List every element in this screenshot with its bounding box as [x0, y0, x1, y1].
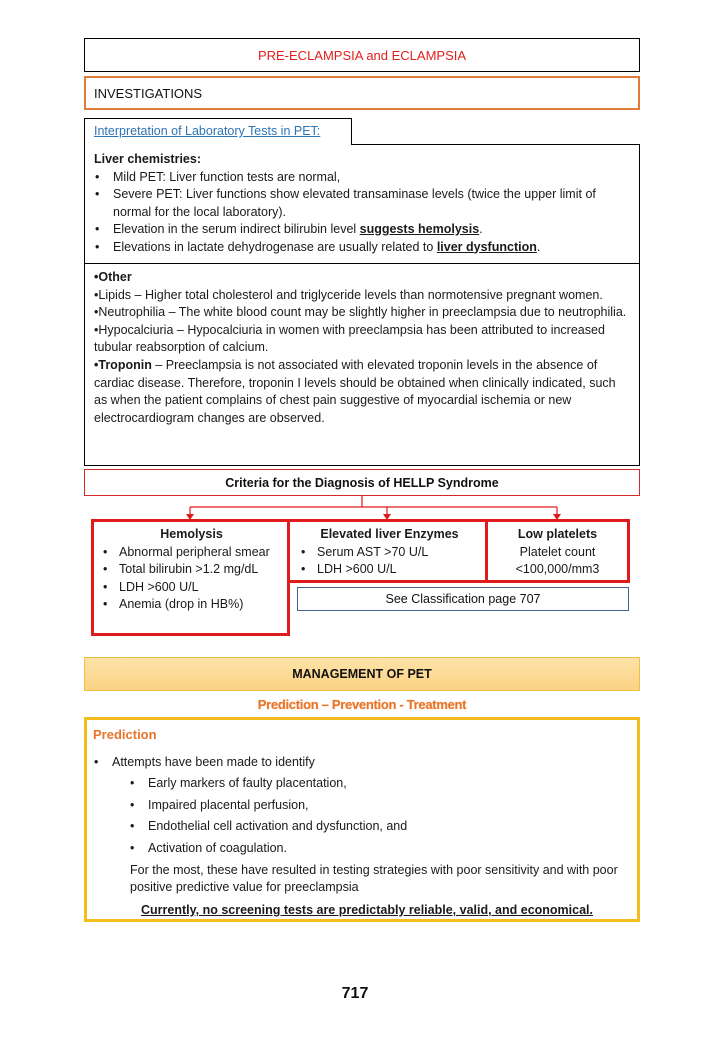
list-item: • Anemia (drop in HB%) [102, 596, 281, 614]
list-item: • LDH >600 U/L [102, 579, 281, 597]
list-item: • Endothelial cell activation and dysfunction, and [129, 816, 631, 838]
item-text: – Preeclampsia is not associated with elevated troponin levels in the absence of cardiac disease. Therefore, troponin I levels should be obtained when clinically indicated, such as when the patient complains of chest pain suggestive of myocardial ischemia or new electrocardiogram changes are observed. [94, 357, 616, 425]
see-classification-text: See Classification page 707 [385, 592, 541, 606]
emphasis: liver dysfunction [436, 239, 537, 254]
item-text: Mild PET: Liver function tests are normal, [113, 169, 341, 184]
item-label: •Hypocalciuria [94, 322, 174, 337]
prediction-paragraph: For the most, these have resulted in testing strategies with poor sensitivity and with poor positive predictive value for preeclampsia [130, 863, 618, 894]
platelets-line1: Platelet count [519, 544, 596, 559]
platelets-title: Low platelets [517, 527, 598, 541]
item-tail: . [536, 239, 541, 254]
list-item [94, 169, 630, 187]
liver-enzymes-list [300, 544, 479, 579]
subsection-title: Interpretation of Laboratory Tests in PET: [94, 124, 321, 138]
liver-heading: Liver chemistries: [94, 152, 201, 166]
section-header-investigations [84, 76, 640, 110]
list-item: • Abnormal peripheral smear [102, 544, 281, 562]
other-item-neutrophilia [94, 304, 630, 322]
prediction-conclusion: Currently, no screening tests are predictably reliable, valid, and economical. [140, 903, 593, 917]
see-classification-note [297, 587, 629, 611]
other-heading: •Other [94, 270, 132, 284]
item-text: – Hypocalciuria in women with preeclampsia has been attributed to increased tubular reabsorption of calcium. [94, 322, 605, 355]
platelets-line2: <100,000/mm3 [515, 562, 600, 576]
other-item-hypocalciuria [94, 322, 630, 357]
prediction-box [84, 717, 640, 922]
page-title-text: PRE-ECLAMPSIA and ECLAMPSIA [257, 47, 467, 63]
hellp-platelets-box [485, 519, 630, 583]
prediction-list [93, 752, 631, 773]
other-item-lipids [94, 287, 630, 305]
list-item [94, 239, 630, 257]
item-text: Elevation in the serum indirect bilirubin level [113, 222, 360, 236]
item-label: •Troponin [94, 357, 152, 372]
list-item: • Activation of coagulation. [129, 838, 631, 860]
list-item: • Total bilirubin >1.2 mg/dL [102, 561, 281, 579]
list-item: • Early markers of faulty placentation, [129, 773, 631, 795]
liver-list [94, 169, 630, 257]
list-item [94, 186, 630, 221]
hemolysis-title: Hemolysis [160, 527, 223, 541]
list-item: • Serum AST >70 U/L [300, 544, 479, 562]
list-item [94, 221, 630, 239]
item-text: Elevations in lactate dehydrogenase are usually related to [113, 239, 437, 254]
liver-chemistries-box [84, 144, 640, 264]
item-text: – Higher total cholesterol and triglyceride levels than normotensive pregnant women. [131, 287, 603, 302]
emphasis: suggests hemolysis [359, 222, 480, 236]
hellp-hemolysis-box [91, 519, 290, 636]
item-tail: . [479, 222, 483, 236]
page-number: 717 [341, 985, 369, 1002]
other-tests-box [84, 263, 640, 466]
hemolysis-list [102, 544, 281, 614]
other-item-troponin [94, 357, 630, 427]
hellp-liver-enzymes-box [287, 519, 488, 583]
list-item: • Impaired placental perfusion, [129, 795, 631, 817]
liver-enzymes-title: Elevated liver Enzymes [320, 527, 459, 541]
hellp-criteria-title [84, 469, 640, 496]
item-text: Severe PET: Liver functions show elevated transaminase levels (twice the upper limit of normal for the local laboratory). [113, 187, 596, 219]
management-title: MANAGEMENT OF PET [292, 667, 432, 681]
item-label: •Lipids [94, 287, 132, 302]
hellp-title-text: Criteria for the Diagnosis of HELLP Syndrome [225, 475, 499, 490]
page-title [84, 38, 640, 72]
subsection-tab [84, 118, 352, 145]
management-subtitle: Prediction – Prevention - Treatment [257, 697, 467, 712]
item-label: •Neutrophilia [94, 305, 166, 320]
prediction-sublist [129, 773, 631, 859]
section-header-text: INVESTIGATIONS [94, 85, 203, 101]
item-text: – The white blood count may be slightly higher in preeclampsia due to neutrophilia. [165, 305, 627, 320]
list-item: • Attempts have been made to identify [93, 752, 631, 773]
prediction-title: Prediction [93, 727, 157, 742]
management-header [84, 657, 640, 691]
list-item: • LDH >600 U/L [300, 561, 479, 579]
